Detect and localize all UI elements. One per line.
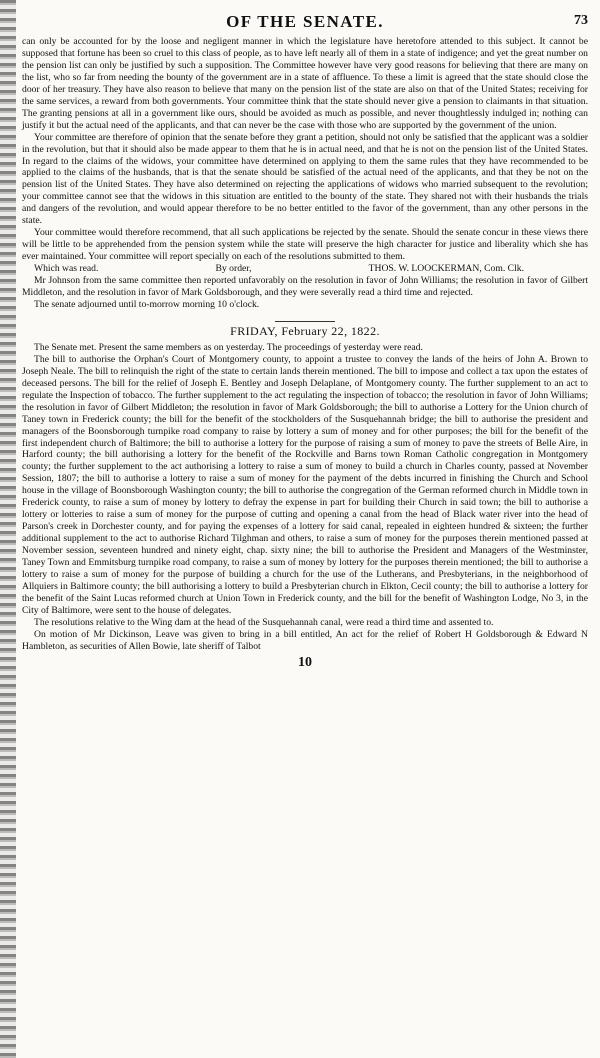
paragraph: The bill to authorise the Orphan's Court of Montgomery county, to appoint a trustee to convey the lands of the heirs of John A. Brown to Joseph Neale. The bill to relinquish the right of the state to certain lands therein mentioned. The bill to impose and collect a tax upon the estates of deceased persons. The bill for the relief of Joseph E. Bentley and Joseph Delaplane, of Montgomery county. The further supplement to an act to regulate the Inspection of tobacco. The further supplement to the act regulating the inspection of tobacco; the resolution in favor of John Williams; the resolution in favor of Gilbert Middleton; the resolution in favor of Mark Goldsborough; the bill to authorise a Lottery for the Union church of Taney town in Frederick county; the bill for the benefit of the stockholders of the Susquehannah bridge; the bill to authorise the president and managers of the Boonsborough turnpike road company to raise by lottery a sum of money and for other purposes; the bill for the benefit of the first independent church of Baltimore; the bill to authorise a lottery for the purpose of raising a sum of money to pave the streets of Belle Aire, in Harford county; the bill authorising a lottery for the benefit of the Rockville and Barns town Roman Catholic congregation in Montgomery county; the further supplement to the act authorising a lottery to raise a sum of money to build a church in Charles county, passed at November Session, 1807; the bill to authorise a lottery to raise a sum of money for the payment of the debts incurred in finishing the Church and School house in the village of Boonsborough Washington county; the bill to authorise the congregation of the German reformed church in Middle town in Frederick county, to raise a sum of money by lottery to defray the expense in part for building their Church in said town; the bill to authorise a lottery or lotteries to raise a sum of money for the purpose of cutting and opening a canal from the head of Black water river into the head of Parson's creek in Dorchester county, and for paying the expenses of a lottery for said canal, repealed in eighteen hundred & sixteen; the further additional supplement to the act to authorise Richard Tilghman and others, to raise a sum of money for the purposes therein mentioned passed at November session, seventeen hundred and ninety eight, chap. sixty nine; the bill to authorise the President and Managers of the Westminster, Taney Town and Emmitsburg turnpike road company, to raise a sum of money by lottery for the purposes therein mentioned; the bill to authorise a lottery to raise a sum of money for the purpose of building a church for the use of the Lutherans, and Presbyterians, in the neighborhood of Allquiers in Baltimore county; the bill authorising a lottery to build a Presbyterian church in Elkton, Cecil county; the bill to authorise a lottery for the benefit of the Saint Lucas reformed church at Union Town in Frederick county, and the bill for the benefit of Washington Lodge, No 3, in the City of Baltimore, were sent to the house of delegates. — [22, 353, 588, 616]
paragraph: The Senate met. Present the same members as on yesterday. The proceedings of yesterday were read. — [34, 341, 423, 353]
body-text — [22, 36, 588, 653]
running-head-title: OF THE SENATE. — [226, 12, 384, 31]
by-order: By order, — [215, 263, 252, 275]
paragraph: Your committee are therefore of opinion that the senate before they grant a petition, should not only be satisfied that the applicant was a soldier in the revolution, but that it should also be made appear to them that he is in actual need, and that he is not on the pension list of the United States. In regard to the claims of the widows, your committee have determined on applying to them the same rules that they have recommended to be applied to the claims of the husbands, that is that the senate should be satisfied of the actual need of the applicants, and that they be not on the pension list of the United States. They have also determined on rejecting the applications of widows who married subsequent to the revolution; your committee cannot see that the widows in this situation are entitled to the bounty of the state. They shared not with their husbands the trials and dangers of the revolution, and would appear therefore to be no better entitled to the favor of the government, than any other persons in the state. — [22, 131, 588, 227]
paragraph: On motion of Mr Dickinson, Leave was given to bring in a bill entitled, An act for the relief of Robert H Goldsborough & Edward N Hambleton, as securities of Allen Bowie, late sheriff of Talbot — [22, 628, 588, 652]
paragraph: The senate adjourned until to-morrow morning 10 o'clock. — [34, 298, 260, 310]
journal-page — [22, 8, 588, 1052]
paragraph: can only be accounted for by the loose and negligent manner in which the legislature have heretofore attended to this subject. It cannot be supposed that fortune has been so cruel to this class of people, as to have left nearly all of them in a state of indigence; and yet the great number on the pension list can only be justified by such a supposition. The Committee however have very good reasons for believing that there are many on the list, who so far from needing the bounty of the government are in a state of affluence. To these a limit is agreed that the state should close the door of her treasury. They have also reason to believe that many on the pension list of the state are also on that of the United States; receiving for the same services, a reward from both governments. Your committee think that the state should never give a pension to claimants in that situation. The granting pensions at all in a government like ours, should be avoided as much as possible, and never thoughtlessly indulged in; nothing can justify it but the actual need of the applicants, and that can never be the case with those who are supported by the government of the union. — [22, 36, 588, 131]
paragraph: Mr Johnson from the same committee then reported unfavorably on the resolution in favor of John Williams; the resolution in favor of Gilbert Middleton, and the resolution in favor of Mark Goldsborough, and they were severally read a third time and rejected. — [22, 275, 588, 299]
signature-line — [22, 263, 588, 275]
section-divider — [275, 321, 335, 322]
page-number: 73 — [574, 13, 588, 28]
clerk-signature: THOS. W. LOOCKERMAN, Com. Clk. — [368, 263, 524, 275]
day-heading: FRIDAY, February 22, 1822. — [230, 323, 380, 338]
which-was-read: Which was read. — [34, 263, 99, 275]
page-header — [22, 8, 588, 36]
book-binding-edge — [0, 0, 16, 1058]
paragraph: Your committee would therefore recommend, that all such applications be rejected by the senate. Should the senate concur in these views there will be little to be apprehended from the pension system while the state will preserve the high character for justice and liberality which she has ever maintained. Your committee will report specially on each of the resolutions submitted to them. — [22, 227, 588, 263]
paragraph: The resolutions relative to the Wing dam at the head of the Susquehannah canal, were read a third time and assented to. — [34, 616, 494, 628]
signature-mark: 10 — [298, 654, 312, 670]
